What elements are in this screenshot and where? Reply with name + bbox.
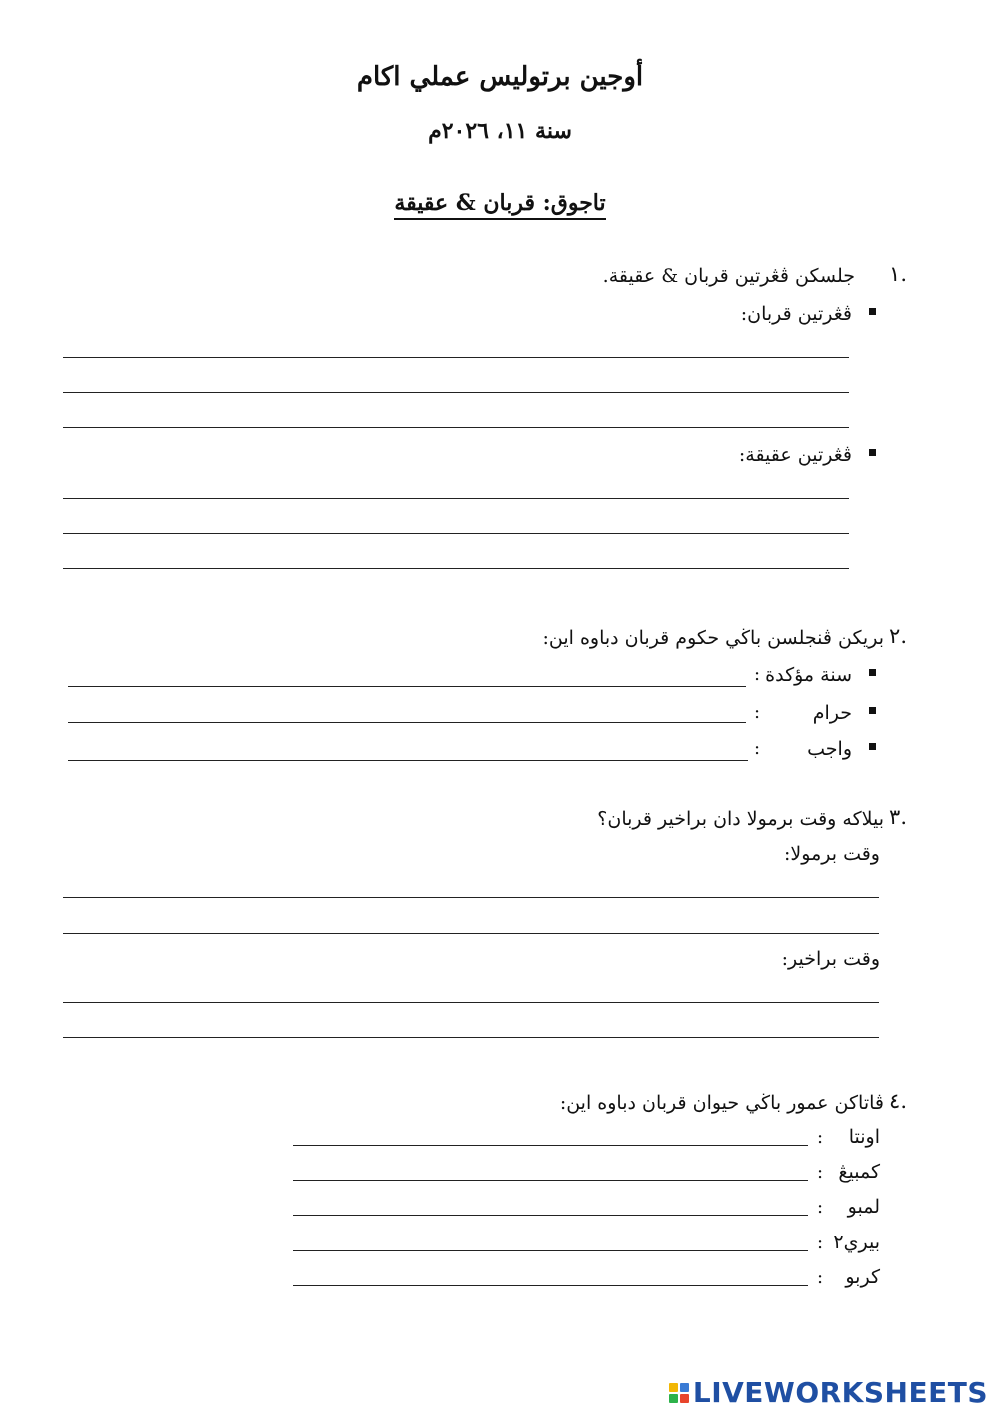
answer-line[interactable] — [63, 1002, 879, 1003]
answer-line[interactable] — [63, 933, 879, 934]
answer-line[interactable] — [63, 357, 849, 358]
q3-end-label: وقت براخير: — [781, 948, 880, 970]
colon: : — [754, 738, 761, 759]
q2-item-label: حرام — [812, 702, 852, 724]
q4-animal-label: بيري٢ — [833, 1231, 880, 1253]
animal-age-input[interactable] — [293, 1261, 808, 1286]
colon: : — [817, 1197, 824, 1218]
worksheet-year: سنة ١١، ٢٠٢٦م — [428, 118, 572, 144]
bullet-icon — [869, 308, 876, 315]
animal-age-input[interactable] — [293, 1121, 808, 1146]
q4-animal-label: کمبيڠ — [838, 1161, 880, 1183]
colon: : — [817, 1232, 824, 1253]
logo-square — [680, 1394, 689, 1403]
worksheet-title: أوجين برتوليس عملي اكام — [356, 62, 644, 92]
liveworksheets-logo-icon — [669, 1383, 689, 1403]
hukum-answer-input[interactable] — [68, 698, 746, 723]
q4-animal-label: کربو — [845, 1266, 880, 1288]
logo-square — [680, 1383, 689, 1392]
bullet-icon — [869, 707, 876, 714]
question-2-text: بريكن ڤنجلسن باڬي حکوم قربان دباوه اين: — [542, 627, 884, 649]
worksheet-topic — [0, 190, 1000, 216]
question-3-number: .٣ — [889, 805, 907, 829]
q2-item-label: واجب — [807, 738, 852, 760]
bullet-icon — [869, 743, 876, 750]
q4-animal-label: اونتا — [848, 1126, 880, 1148]
logo-square — [669, 1383, 678, 1392]
animal-age-input[interactable] — [293, 1191, 808, 1216]
liveworksheets-logo — [669, 1376, 988, 1409]
q1-sub-aqiqah-label: ڤڠرتين عقيقة: — [738, 444, 852, 466]
q2-item-label: سنة مؤكدة — [765, 664, 852, 686]
logo-square — [669, 1394, 678, 1403]
question-1-text: جلسكن ڤڠرتين قربان & عقيقة. — [602, 265, 855, 287]
answer-line[interactable] — [63, 1037, 879, 1038]
question-4-number: .٤ — [889, 1089, 907, 1113]
question-3-text: بيلاکه وقت برمولا دان براخير قربان؟ — [597, 808, 884, 830]
question-4-text: ڤاتاكن عمور باڬي حيوان قربان دباوه اين: — [559, 1092, 884, 1114]
topic-text: تاجوق: قربان & عقيقة — [394, 190, 605, 220]
colon: : — [754, 664, 761, 685]
colon: : — [754, 702, 761, 723]
bullet-icon — [869, 669, 876, 676]
answer-line[interactable] — [63, 498, 849, 499]
animal-age-input[interactable] — [293, 1226, 808, 1251]
answer-line[interactable] — [63, 568, 849, 569]
question-2-number: .٢ — [889, 624, 907, 648]
answer-line[interactable] — [63, 897, 879, 898]
colon: : — [817, 1162, 824, 1183]
answer-line[interactable] — [63, 533, 849, 534]
hukum-answer-input[interactable] — [68, 662, 746, 687]
q4-animal-label: لمبو — [847, 1196, 880, 1218]
bullet-icon — [869, 449, 876, 456]
q1-sub-qurban-label: ڤڠرتين قربان: — [740, 303, 852, 325]
animal-age-input[interactable] — [293, 1156, 808, 1181]
colon: : — [817, 1127, 824, 1148]
question-1-number: .١ — [889, 262, 907, 286]
answer-line[interactable] — [63, 427, 849, 428]
hukum-answer-input[interactable] — [68, 736, 748, 761]
answer-line[interactable] — [63, 392, 849, 393]
liveworksheets-logo-text: LIVEWORKSHEETS — [692, 1376, 988, 1409]
colon: : — [817, 1267, 824, 1288]
q3-start-label: وقت برمولا: — [784, 843, 880, 865]
